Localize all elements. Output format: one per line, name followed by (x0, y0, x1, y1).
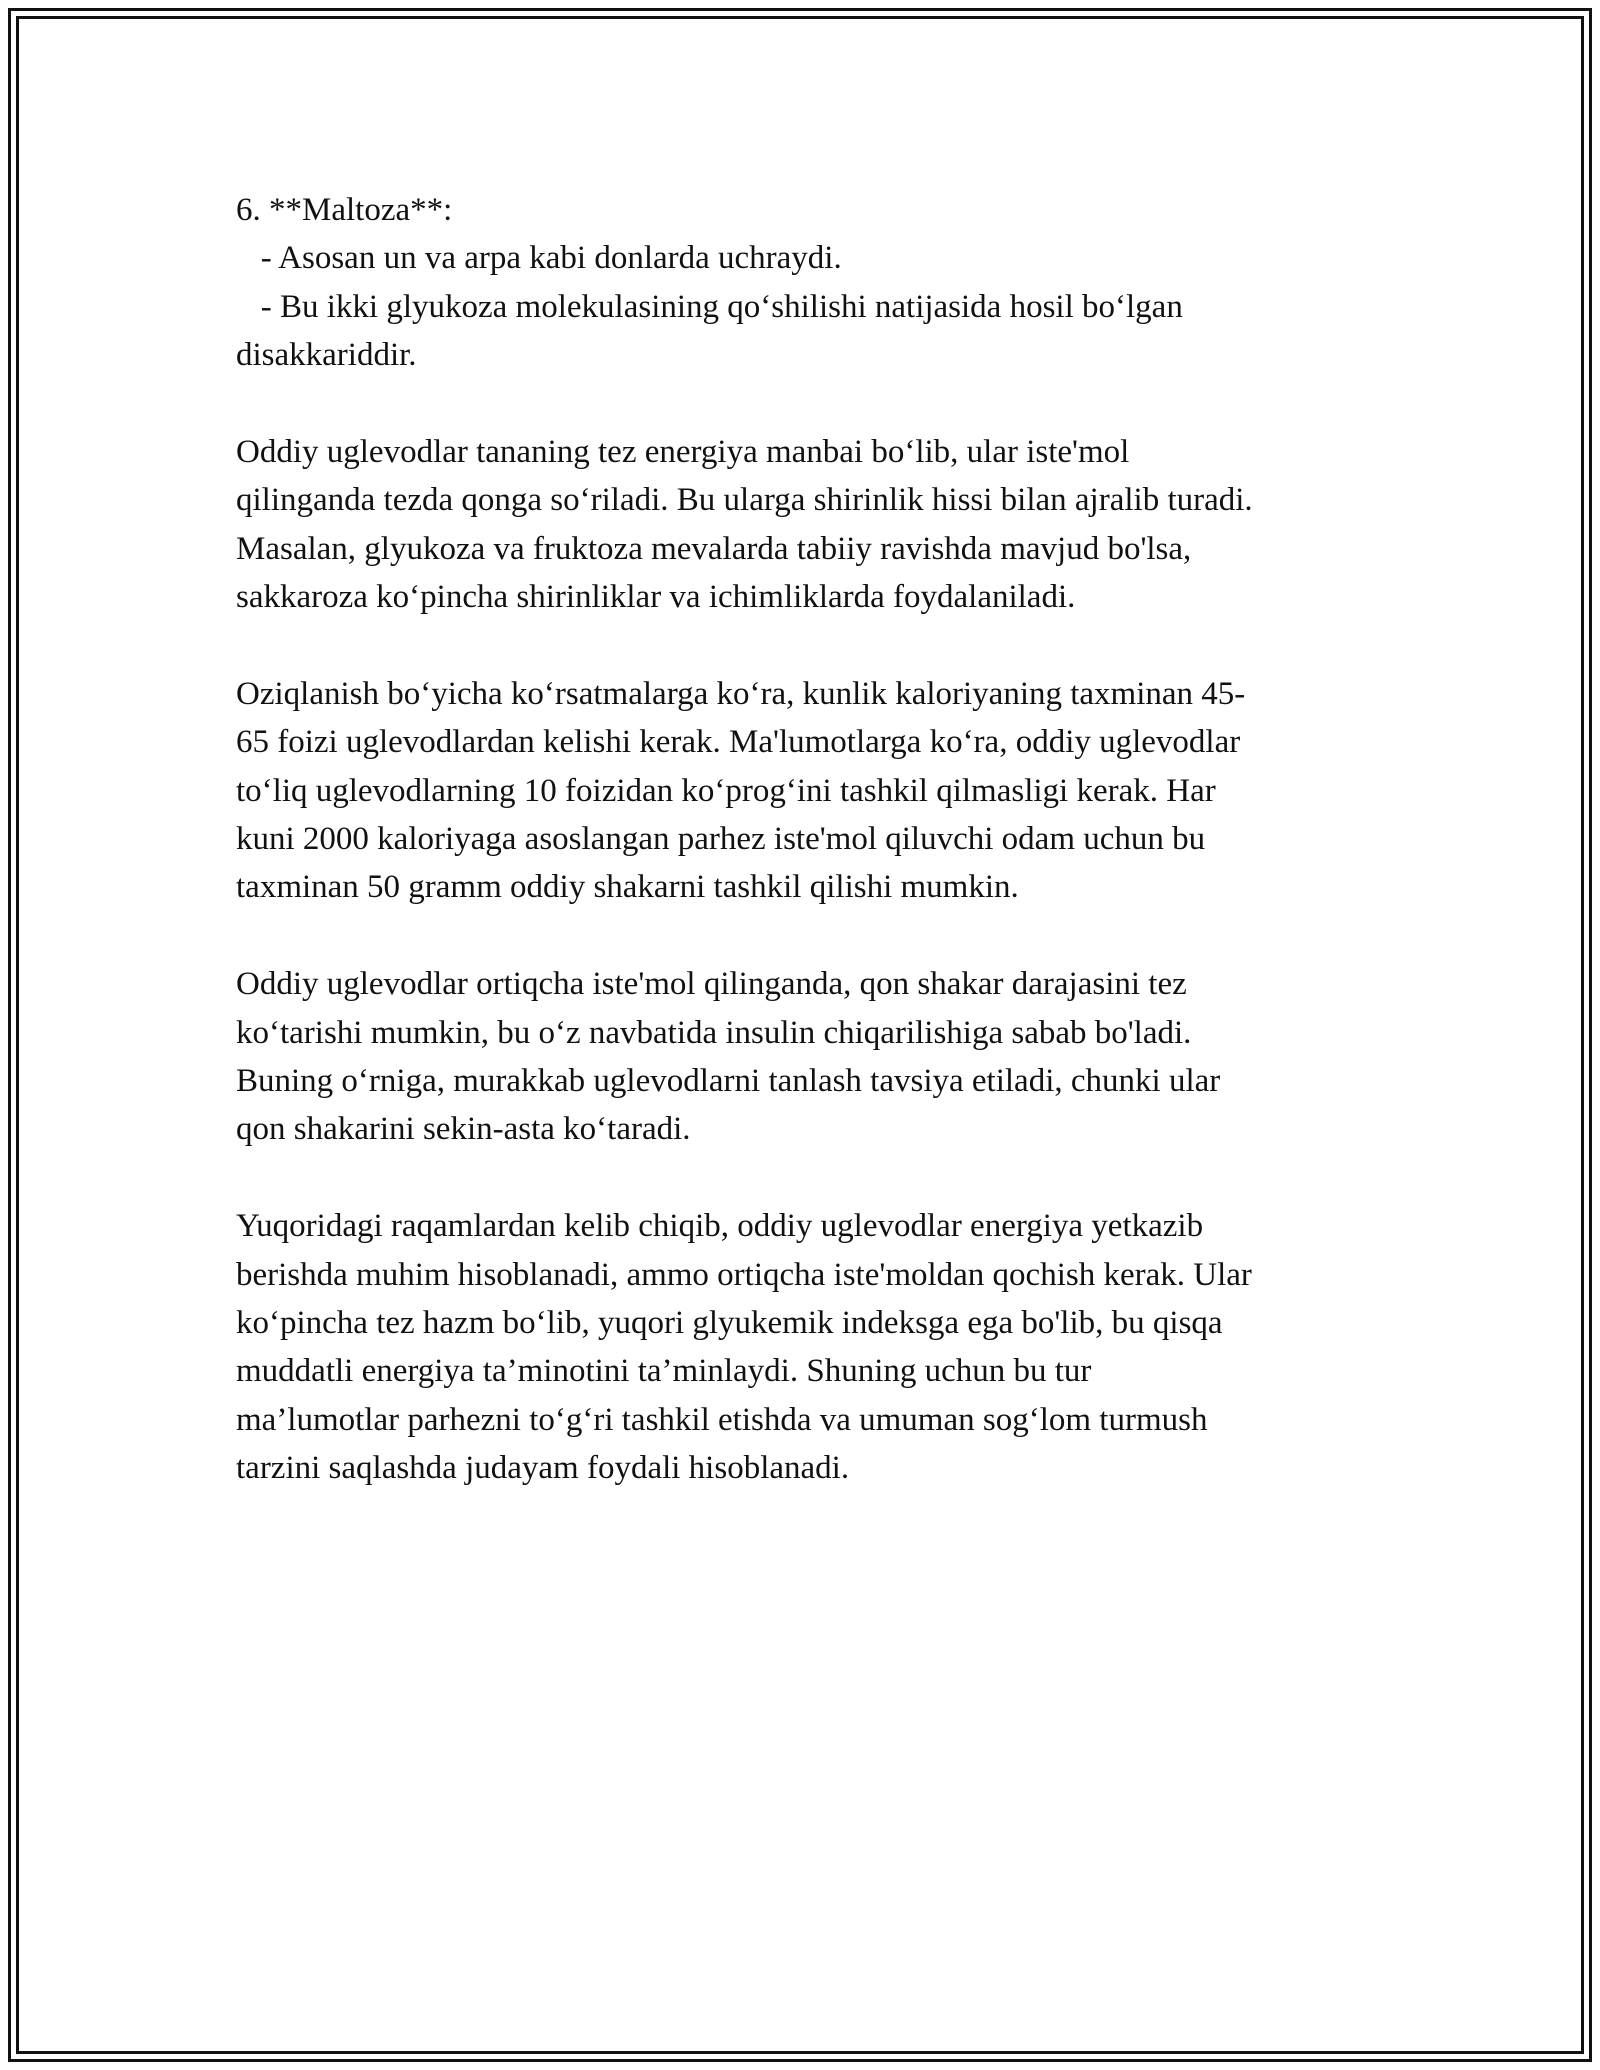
text-line: ko‘tarishi mumkin, bu o‘z navbatida insulin chiqarilishiga sabab bo'ladi. (236, 1014, 1192, 1051)
text-line: Masalan, glyukoza va fruktoza mevalarda tabiiy ravishda mavjud bo'lsa, (236, 530, 1192, 567)
text-line: qilinganda tezda qonga so‘riladi. Bu ularga shirinlik hissi bilan ajralib turadi. (236, 482, 1253, 519)
paragraph-simple-carbs-energy (236, 428, 1376, 622)
text-line: tarzini saqlashda judayam foydali hisoblanadi. (236, 1450, 850, 1487)
section-maltoza (236, 186, 1376, 380)
text-line: Oziqlanish bo‘yicha ko‘rsatmalarga ko‘ra, kunlik kaloriyaning taxminan 45- (236, 675, 1246, 712)
text-line: Buning o‘rniga, murakkab uglevodlarni tanlash tavsiya etiladi, chunki ular (236, 1063, 1221, 1100)
bullet-line: - Asosan un va arpa kabi donlarda uchraydi. (236, 240, 842, 277)
text-line: Oddiy uglevodlar tananing tez energiya manbai bo‘lib, ular iste'mol (236, 433, 1130, 470)
text-line: qon shakarini sekin-asta ko‘taradi. (236, 1111, 691, 1148)
text-line: berishda muhim hisoblanadi, ammo ortiqcha iste'moldan qochish kerak. Ular (236, 1256, 1252, 1293)
section-heading: 6. **Maltoza**: (236, 192, 453, 228)
paragraph-blood-sugar (236, 960, 1376, 1154)
bullet-line: - Bu ikki glyukoza molekulasining qo‘shilishi natijasida hosil bo‘lgan (236, 288, 1183, 325)
bullet-line: disakkariddir. (236, 337, 417, 374)
paragraph-conclusion (236, 1202, 1376, 1492)
text-line: taxminan 50 gramm oddiy shakarni tashkil qilishi mumkin. (236, 869, 1019, 906)
document-body (236, 186, 1376, 1493)
text-line: 65 foizi uglevodlardan kelishi kerak. Ma'lumotlarga ko‘ra, oddiy uglevodlar (236, 724, 1241, 761)
text-line: Oddiy uglevodlar ortiqcha iste'mol qilinganda, qon shakar darajasini tez (236, 966, 1187, 1003)
text-line: kuni 2000 kaloriyaga asoslangan parhez iste'mol qiluvchi odam uchun bu (236, 821, 1206, 858)
text-line: ko‘pincha tez hazm bo‘lib, yuqori glyukemik indeksga ega bo'lib, bu qisqa (236, 1304, 1223, 1341)
text-line: muddatli energiya ta’minotini ta’minlaydi. Shuning uchun bu tur (236, 1353, 1092, 1390)
text-line: to‘liq uglevodlarning 10 foizidan ko‘prog‘ini tashkil qilmasligi kerak. Har (236, 772, 1216, 809)
text-line: Yuqoridagi raqamlardan kelib chiqib, oddiy uglevodlar energiya yetkazib (236, 1208, 1204, 1245)
paragraph-nutrition-guidelines (236, 670, 1376, 912)
text-line: sakkaroza ko‘pincha shirinliklar va ichimliklarda foydalaniladi. (236, 579, 1076, 616)
text-line: ma’lumotlar parhezni to‘g‘ri tashkil etishda va umuman sog‘lom turmush (236, 1401, 1208, 1438)
